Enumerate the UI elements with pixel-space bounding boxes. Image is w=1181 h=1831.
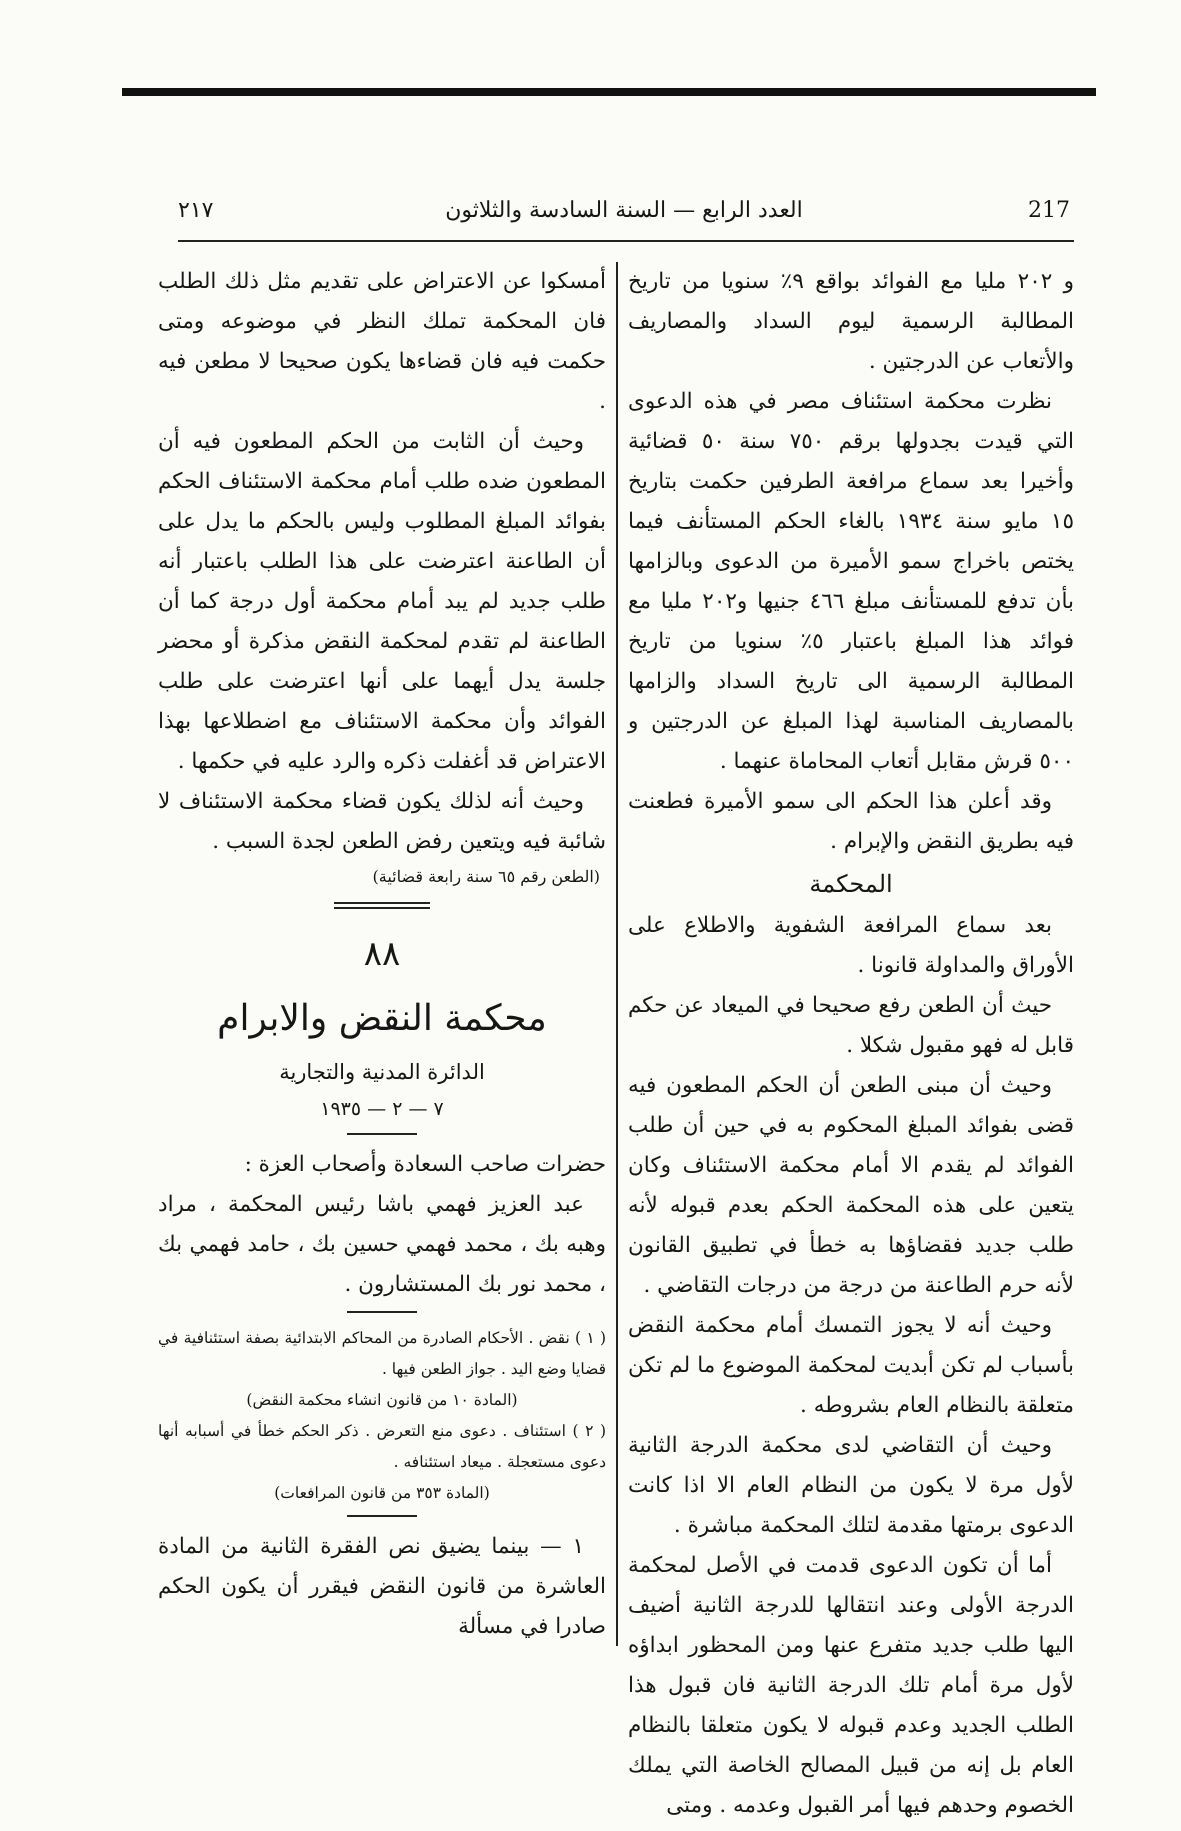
- double-rule: [334, 902, 430, 909]
- header-rule: [178, 240, 1074, 242]
- case-number: ٨٨: [363, 933, 401, 974]
- paragraph: وحيث أنه لذلك يكون قضاء محكمة الاستئناف لا شائبة فيه ويتعين رفض الطعن لجدة السبب .: [158, 788, 606, 854]
- footnote-2: ( ٢ ) استئناف . دعوى منع التعرض . ذكر الحكم خطأ في أسبابه أنها دعوى مستعجلة . ميعاد استئنافه .: [158, 1422, 606, 1472]
- section-heading: المحكمة: [809, 869, 893, 898]
- judges-list: عبد العزيز فهمي باشا رئيس المحكمة ، مراد وهبه بك ، محمد فهمي حسين بك ، حامد فهمي بك ، محمد نور بك المستشارون .: [158, 1192, 606, 1298]
- judges-intro: حضرات صاحب السعادة وأصحاب العزة :: [244, 1152, 606, 1178]
- footnote-1-reference: (المادة ١٠ من قانون انشاء محكمة النقض): [246, 1391, 518, 1410]
- paragraph: حيث أن الطعن رفع صحيحا في الميعاد عن حكم قابل له فهو مقبول شكلا .: [628, 993, 1074, 1059]
- short-rule: [347, 1515, 417, 1517]
- issue-title: العدد الرابع — السنة السادسة والثلاثون: [445, 198, 803, 223]
- paragraph: بعد سماع المرافعة الشفوية والاطلاع على الأوراق والمداولة قانونا .: [628, 913, 1074, 979]
- right-column: [628, 262, 1074, 1826]
- paragraph: وحيث أن مبنى الطعن أن الحكم المطعون فيه قضى بفوائد المبلغ المحكوم به في حين أن طلب الفوائد لم يقدم الا أمام محكمة الاستئناف وكان يتعين على هذه المحكمة الحكم بعدم قبوله لأنه طلب جديد فقضاؤها به خطأ في تطبيق القانون لأنه حرم الطاعنة من درجة من درجات التقاضي .: [628, 1073, 1074, 1299]
- footnote-1: ( ١ ) نقض . الأحكام الصادرة من المحاكم الابتدائية بصفة استئنافية في قضايا وضع اليد . جواز الطعن فيها .: [158, 1329, 606, 1379]
- footnote-2-reference: (المادة ٣٥٣ من قانون المرافعات): [274, 1484, 490, 1503]
- paragraph: و ٢٠٢ مليا مع الفوائد بواقع ٩٪ سنويا من تاريخ المطالبة الرسمية ليوم السداد والمصاريف والأتعاب عن الدرجتين .: [628, 269, 1074, 374]
- short-rule: [347, 1133, 417, 1135]
- paragraph: وحيث أنه لا يجوز التمسك أمام محكمة النقض بأسباب لم تكن أبديت لمحكمة الموضوع ما لم تكن متعلقة بالنظام العام بشروطه .: [628, 1313, 1074, 1419]
- case-citation: (الطعن رقم ٦٥ سنة رابعة قضائية): [372, 866, 600, 886]
- circuit-name: الدائرة المدنية والتجارية: [279, 1059, 485, 1084]
- page-number-latin: 217: [1028, 198, 1070, 223]
- page-number-arabic: ٢١٧: [178, 198, 214, 223]
- page-header: [178, 198, 1070, 234]
- paragraph: وحيث أن الثابت من الحكم المطعون فيه أن المطعون ضده طلب أمام محكمة الاستئناف الحكم بفوائد المبلغ المطلوب وليس بالحكم ما يدل على أن الطاعنة اعترضت على هذا الطلب باعتبار أنه طلب جديد لم يبد أمام محكمة أول درجة كما أن الطاعنة لم تقدم لمحكمة النقض مذكرة أو محضر جلسة يدل أيهما على أنها اعترضت على طلب الفوائد وأن محكمة الاستئناف مع اضطلاعها بهذا الاعتراض قد أغفلت ذكره والرد عليه في حكمها .: [158, 428, 606, 774]
- paragraph: أمسكوا عن الاعتراض على تقديم مثل ذلك الطلب فان المحكمة تملك النظر في موضوعه ومتى حكمت فيه فان قضاءها يكون صحيحا لا مطعن فيه .: [158, 269, 606, 414]
- column-divider: [616, 262, 618, 1646]
- paragraph: نظرت محكمة استئناف مصر في هذه الدعوى التي قيدت بجدولها برقم ٧٥٠ سنة ٥٠ قضائية وأخيرا بعد سماع مرافعة الطرفين حكمت بتاريخ ١٥ مايو سنة ١٩٣٤ بالغاء الحكم المستأنف فيما يختص باخراج سمو الأميرة من الدعوى وبالزامها بأن تدفع للمستأنف مبلغ ٤٦٦ جنيها و٢٠٢ مليا مع فوائد هذا المبلغ باعتبار ٥٪ سنويا من تاريخ المطالبة الرسمية الى تاريخ السداد والزامها بالمصاريف المناسبة لهذا المبلغ عن الدرجتين و ٥٠٠ قرش مقابل أتعاب المحاماة عنهما .: [628, 388, 1074, 774]
- paragraph: ١ — بينما يضيق نص الفقرة الثانية من المادة العاشرة من قانون النقض فيقرر أن يكون الحكم صادرا في مسألة: [158, 1534, 606, 1639]
- paragraph: وقد أعلن هذا الحكم الى سمو الأميرة فطعنت فيه بطريق النقض والإبرام .: [628, 788, 1074, 854]
- paragraph: وحيث أن التقاضي لدى محكمة الدرجة الثانية لأول مرة لا يكون من النظام العام الا اذا كانت الدعوى برمتها مقدمة لتلك المحكمة مباشرة .: [628, 1433, 1074, 1539]
- court-name: محكمة النقض والابرام: [217, 997, 547, 1039]
- footnote-rule: [347, 1311, 417, 1313]
- paragraph: أما أن تكون الدعوى قدمت في الأصل لمحكمة الدرجة الأولى وعند انتقالها للدرجة الثانية أضيف اليها طلب جديد متفرع عنها ومن المحظور ابداؤه لأول مرة أمام تلك الدرجة الثانية فان قبول هذا الطلب الجديد وعدم قبوله لا يكون متعلقا بالنظام العام بل إنه من قبيل المصالح الخاصة التي يملك الخصوم وحدهم فيها أمر القبول وعدمه . ومتى: [628, 1553, 1074, 1819]
- top-rule: [122, 88, 1096, 96]
- judgment-date: ٧ — ٢ — ١٩٣٥: [320, 1097, 444, 1120]
- judges-block: [158, 1145, 606, 1305]
- left-column: [158, 262, 606, 1647]
